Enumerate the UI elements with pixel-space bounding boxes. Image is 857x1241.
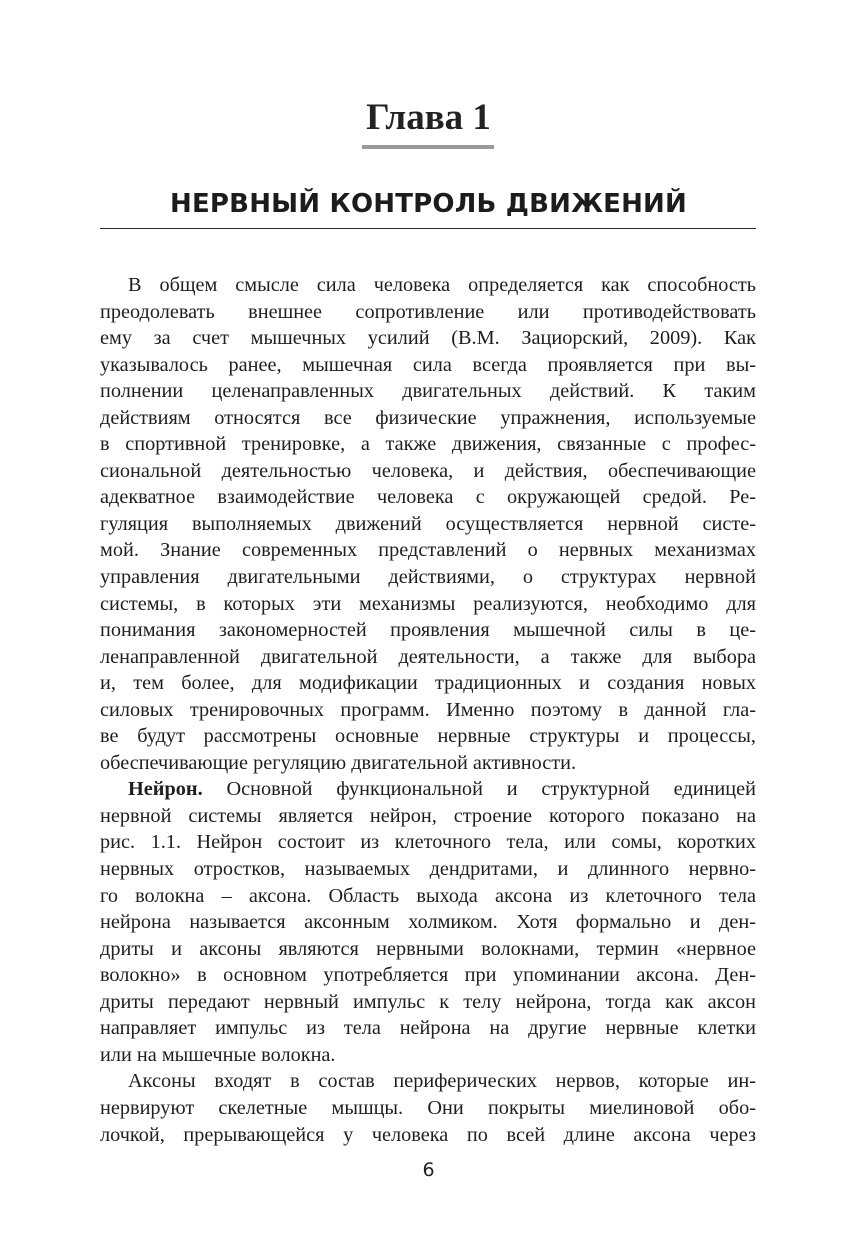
- text-line: [100, 750, 756, 777]
- paragraph-lead-term: Нейрон.: [128, 778, 203, 801]
- text-line-content: го волокна – аксона. Область выхода аксона из клеточного тела: [100, 884, 756, 907]
- text-line-content: в спортивной тренировке, а также движения, связанные с профес-: [100, 433, 756, 456]
- text-line: [100, 1015, 756, 1042]
- text-line: [100, 1095, 756, 1122]
- text-line: [100, 352, 756, 379]
- text-line: [100, 670, 756, 697]
- text-line: [100, 909, 756, 936]
- text-line-content: дриты и аксоны являются нервными волокнами, термин «нервное: [100, 937, 756, 960]
- text-line: [100, 325, 756, 352]
- text-line-content: и, тем более, для модификации традиционных и создания новых: [100, 672, 756, 695]
- text-line: [100, 299, 756, 326]
- text-line: [100, 564, 756, 591]
- chapter-title-underline: [362, 145, 494, 149]
- page-number: 6: [422, 1159, 435, 1181]
- section-title: НЕРВНЫЙ КОНТРОЛЬ ДВИЖЕНИЙ: [170, 189, 687, 219]
- text-line-content: управления двигательными действиями, о структурах нервной: [100, 566, 756, 589]
- text-line: [100, 1068, 756, 1095]
- text-line-content: волокно» в основном употребляется при упоминании аксона. Ден-: [100, 964, 756, 987]
- text-line-content: рис. 1.1. Нейрон состоит из клеточного тела, или сомы, коротких: [100, 831, 756, 854]
- text-line: [100, 723, 756, 750]
- text-line-content: указывалось ранее, мышечная сила всегда проявляется при вы-: [100, 353, 756, 376]
- text-line-content: силовых тренировочных программ. Именно поэтому в данной гла-: [100, 698, 756, 721]
- text-line-content: полнении целенаправленных двигательных действий. К таким: [100, 380, 756, 403]
- paragraph: [100, 776, 756, 1068]
- text-line: [100, 405, 756, 432]
- text-line: [100, 776, 756, 803]
- text-line-content: Аксоны входят в состав периферических нервов, которые ин-: [128, 1070, 756, 1093]
- text-line: [100, 883, 756, 910]
- text-line: [100, 378, 756, 405]
- text-line: [100, 1042, 756, 1069]
- text-line-content: ве будут рассмотрены основные нервные структуры и процессы,: [100, 725, 756, 748]
- text-line-content: нейрона называется аксонным холмиком. Хотя формально и ден-: [100, 911, 756, 934]
- text-line: [100, 537, 756, 564]
- text-line: [100, 272, 756, 299]
- text-line-content: или на мышечные волокна.: [100, 1043, 336, 1066]
- text-line: [100, 803, 756, 830]
- text-line-content: Основной функциональной и структурной единицей: [202, 778, 756, 801]
- body-text: [100, 272, 756, 1148]
- text-line: [100, 1122, 756, 1149]
- text-line: [100, 829, 756, 856]
- paragraph: [100, 272, 756, 776]
- paragraph: [100, 1068, 756, 1148]
- text-line: [100, 591, 756, 618]
- text-line: [100, 511, 756, 538]
- text-line-content: обеспечивающие регуляцию двигательной активности.: [100, 751, 577, 774]
- text-line-content: преодолевать внешнее сопротивление или противодействовать: [100, 300, 756, 323]
- text-line: [100, 856, 756, 883]
- text-line-content: понимания закономерностей проявления мышечной силы в це-: [100, 619, 756, 642]
- text-line-content: дриты передают нервный импульс к телу нейрона, тогда как аксон: [100, 990, 756, 1013]
- text-line-content: лочкой, прерывающейся у человека по всей длине аксона через: [100, 1123, 756, 1146]
- text-line-content: ленаправленной двигательной деятельности, а также для выбора: [100, 645, 756, 668]
- text-line-content: ему за счет мышечных усилий (В.М. Зациорский, 2009). Как: [100, 327, 756, 350]
- text-line: [100, 697, 756, 724]
- text-line-content: действиям относятся все физические упражнения, используемые: [100, 406, 756, 429]
- text-line-content: нервных отростков, называемых дендритами, и длинного нервно-: [100, 858, 756, 881]
- text-line-content: нервной системы является нейрон, строение которого показано на: [100, 804, 756, 827]
- text-line: [100, 989, 756, 1016]
- chapter-title: Глава 1: [366, 97, 491, 138]
- text-line-content: В общем смысле сила человека определяется как способность: [128, 274, 756, 296]
- text-line: [100, 644, 756, 671]
- text-line: [100, 458, 756, 485]
- text-line-content: мой. Знание современных представлений о нервных механизмах: [100, 539, 756, 562]
- section-title-rule: [100, 228, 756, 229]
- text-line-content: системы, в которых эти механизмы реализуются, необходимо для: [100, 592, 756, 615]
- text-line-content: сиональной деятельностью человека, и действия, обеспечивающие: [100, 459, 756, 482]
- text-line-content: нервируют скелетные мышцы. Они покрыты миелиновой обо-: [100, 1096, 756, 1119]
- text-line: [100, 962, 756, 989]
- text-line: [100, 617, 756, 644]
- text-line: [100, 431, 756, 458]
- text-line: [100, 484, 756, 511]
- text-line-content: адекватное взаимодействие человека с окружающей средой. Ре-: [100, 486, 756, 509]
- text-line: [100, 936, 756, 963]
- text-line-content: гуляция выполняемых движений осуществляется нервной систе-: [100, 512, 756, 535]
- text-line-content: направляет импульс из тела нейрона на другие нервные клетки: [100, 1017, 756, 1040]
